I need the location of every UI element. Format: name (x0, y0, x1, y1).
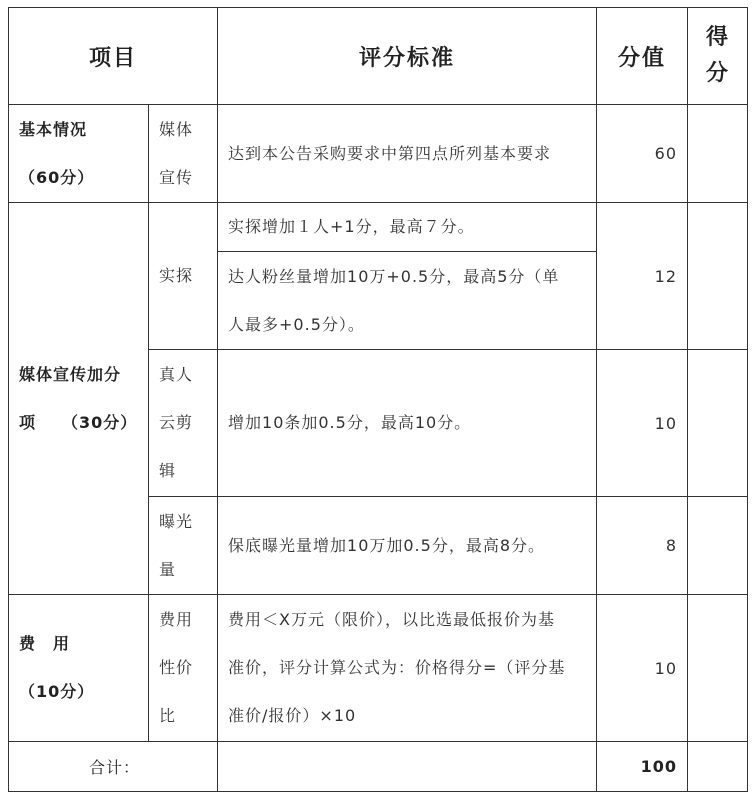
score-cell (688, 497, 748, 595)
score-cell (688, 350, 748, 497)
total-value: 100 (597, 742, 688, 792)
value-explore: 12 (597, 203, 688, 350)
table-row (9, 595, 748, 742)
subitem-explore: 实探 (149, 203, 218, 350)
category-cost (9, 595, 149, 742)
standard-basic: 达到本公告采购要求中第四点所列基本要求 (218, 105, 597, 203)
value-basic: 60 (597, 105, 688, 203)
header-row (9, 8, 748, 105)
category-bonus-line1: 媒体宣传加分 (19, 364, 122, 384)
category-bonus-line2: 项 （30分） (19, 412, 138, 432)
subitem-exposure-line1: 曝光 (159, 511, 194, 531)
subitem-cost-line2: 性价 (159, 658, 194, 677)
category-basic-line1: 基本情况 (19, 119, 88, 139)
score-cell (688, 105, 748, 203)
subitem-exposure-line2: 量 (159, 559, 177, 579)
standard-explore-2 (218, 252, 597, 350)
total-label: 合计： (9, 742, 218, 792)
standard-cost (218, 595, 597, 742)
value-edit: 10 (597, 350, 688, 497)
standard-edit: 增加10条加0.5分，最高10分。 (218, 350, 597, 497)
standard-cost-line3: 准价/报价）×10 (228, 706, 357, 725)
category-basic (9, 105, 149, 203)
subitem-media (149, 105, 218, 203)
subitem-cost-line3: 比 (159, 706, 177, 725)
standard-cost-line1: 费用＜X万元（限价），以比选最低报价为基 (228, 610, 555, 629)
header-value: 分值 (597, 8, 688, 105)
total-row (9, 742, 748, 792)
category-basic-line2: （60分） (19, 167, 95, 187)
standard-cost-line2: 准价，评分计算公式为：价格得分=（评分基 (228, 658, 566, 677)
value-cost: 10 (597, 595, 688, 742)
subitem-edit-line3: 辑 (159, 461, 177, 480)
score-cell (688, 203, 748, 350)
header-standard: 评分标准 (218, 8, 597, 105)
subitem-edit-line2: 云剪 (159, 413, 194, 432)
header-item: 项目 (9, 8, 218, 105)
subitem-edit-line1: 真人 (159, 365, 194, 384)
header-score-line2: 分 (706, 61, 730, 86)
header-score (688, 8, 748, 105)
subitem-cost (149, 595, 218, 742)
header-score-line1: 得 (706, 25, 730, 50)
standard-explore-2-line1: 达人粉丝量增加10万+0.5分，最高5分（单 (228, 266, 560, 286)
total-standard-cell (218, 742, 597, 792)
category-cost-line1: 费 用 (19, 634, 71, 653)
score-cell (688, 742, 748, 792)
standard-explore-2-line2: 人最多+0.5分）。 (228, 314, 365, 334)
score-cell (688, 595, 748, 742)
subitem-media-line2: 宣传 (159, 167, 194, 187)
standard-exposure: 保底曝光量增加10万加0.5分，最高8分。 (218, 497, 597, 595)
standard-explore-1: 实探增加１人+1分，最高７分。 (218, 203, 597, 252)
value-exposure: 8 (597, 497, 688, 595)
subitem-exposure (149, 497, 218, 595)
table-row (9, 105, 748, 203)
subitem-edit (149, 350, 218, 497)
category-cost-line2: （10分） (19, 682, 95, 701)
subitem-cost-line1: 费用 (159, 610, 194, 629)
subitem-media-line1: 媒体 (159, 119, 194, 139)
scoring-table (8, 7, 748, 792)
table-row (9, 203, 748, 252)
category-bonus (9, 203, 149, 595)
